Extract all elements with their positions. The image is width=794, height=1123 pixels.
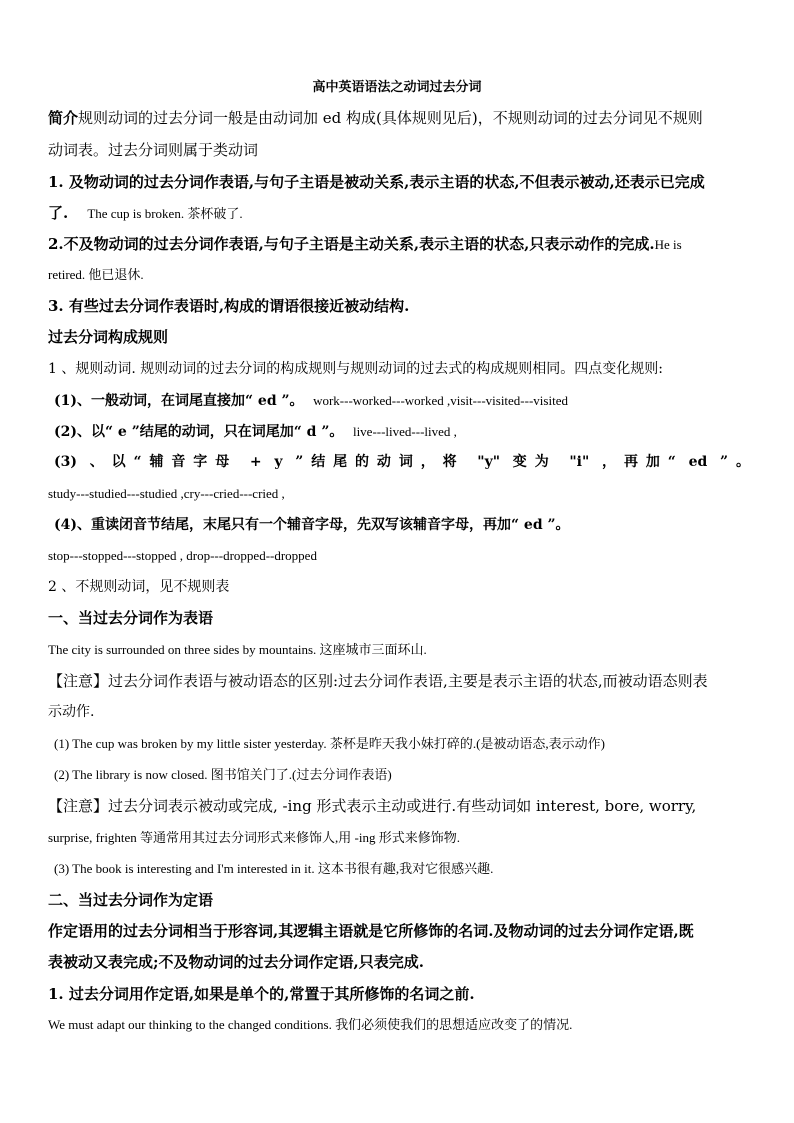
example-3: (3) The book is interesting and I'm interested in it. 这本书很有趣,我对它很感兴趣. (54, 861, 494, 876)
rule-3: (3) 、以“辅音字母 + y ”结尾的动词，将 "y" 变为 "i" ，再加“ ed ”。 (54, 454, 750, 470)
rule-1-example: work---worked---worked ,visit---visited---visited (313, 393, 568, 408)
irregular-verbs: 2 、不规则动词，见不规则表 (48, 579, 230, 595)
rule-4: (4)、重读闭音节结尾，末尾只有一个辅音字母，先双写该辅音字母，再加“ ed ”。 (54, 517, 570, 533)
rules-heading: 过去分词构成规则 (48, 328, 169, 346)
intro-label: 简介 (48, 109, 79, 127)
section-2-para-line-1: 作定语用的过去分词相当于形容词,其逻辑主语就是它所修饰的名词.及物动词的过去分词作定语,既 (48, 922, 694, 940)
note-2-line-1: 【注意】过去分词表示被动或完成, -ing 形式表示主动或进行.有些动词如 interest, bore, worry, (48, 797, 697, 815)
section-1-example: The city is surrounded on three sides by mountains. 这座城市三面环山. (48, 642, 427, 657)
point-2-bold: 2.不及物动词的过去分词作表语,与句子主语是主动关系,表示主语的状态,只表示动作的完成. (48, 235, 655, 253)
point-2-example-start: He is (654, 237, 682, 252)
section-2-example: We must adapt our thinking to the changed conditions. 我们必须使我们的思想适应改变了的情况. (48, 1017, 573, 1032)
rule-2-text: (2)、以“ e ”结尾的动词，只在词尾加“ d ”。 (54, 424, 344, 440)
section-2-para-line-2: 表被动又表完成;不及物动词的过去分词作定语,只表完成. (48, 953, 424, 971)
intro-line-1 (48, 108, 750, 128)
intro-text-1: 规则动词的过去分词一般是由动词加 ed 构成(具体规则见后)，不规则动词的过去分词见不规则 (78, 109, 703, 127)
note-2-line-2: surprise, frighten 等通常用其过去分词形式来修饰人,用 -ing 形式来修饰物. (48, 830, 461, 845)
rule-4-example: stop---stopped---stopped , drop---dropped--dropped (48, 548, 317, 563)
rule-2-example: live---lived---lived , (352, 424, 457, 439)
point-2-line-1 (48, 234, 750, 255)
point-3: 3. 有些过去分词作表语时,构成的谓语很接近被动结构. (48, 297, 410, 315)
section-2-heading: 二、当过去分词作为定语 (48, 891, 214, 909)
point-1-line-2 (48, 203, 750, 224)
section-1-heading: 一、当过去分词作为表语 (48, 609, 214, 627)
point-1-line-1: 1. 及物动词的过去分词作表语,与句子主语是被动关系,表示主语的状态,不但表示被动,还表示已完成 (48, 173, 705, 191)
example-2: (2) The library is now closed. 图书馆关门了.(过去分词作表语) (54, 767, 392, 782)
rule-3-example: study---studied---studied ,cry---cried---cried , (48, 486, 285, 501)
intro-line-2: 动词表。过去分词则属于类动词 (48, 141, 259, 159)
note-1-line-1: 【注意】过去分词作表语与被动语态的区别:过去分词作表语,主要是表示主语的状态,而被动语态则表 (48, 672, 708, 690)
point-1-example: The cup is broken. 茶杯破了. (87, 206, 243, 221)
example-1: (1) The cup was broken by my little sister yesterday. 茶杯是昨天我小妹打碎的.(是被动语态,表示动作) (54, 736, 605, 751)
rule-2 (54, 421, 750, 442)
rules-intro: 1 、规则动词. 规则动词的过去分词的构成规则与规则动词的过去式的构成规则相同。四点变化规则: (48, 361, 663, 377)
section-2-point-1: 1. 过去分词用作定语,如果是单个的,常置于其所修饰的名词之前. (48, 985, 475, 1003)
note-1-line-2: 示动作. (48, 704, 95, 720)
page-title: 高中英语语法之动词过去分词 (312, 80, 482, 95)
rule-1 (54, 390, 750, 411)
rule-1-text: (1)、一般动词，在词尾直接加“ ed ”。 (54, 393, 304, 409)
point-2-line-2: retired. 他已退休. (48, 267, 144, 282)
point-1-end: 了. (48, 204, 69, 222)
